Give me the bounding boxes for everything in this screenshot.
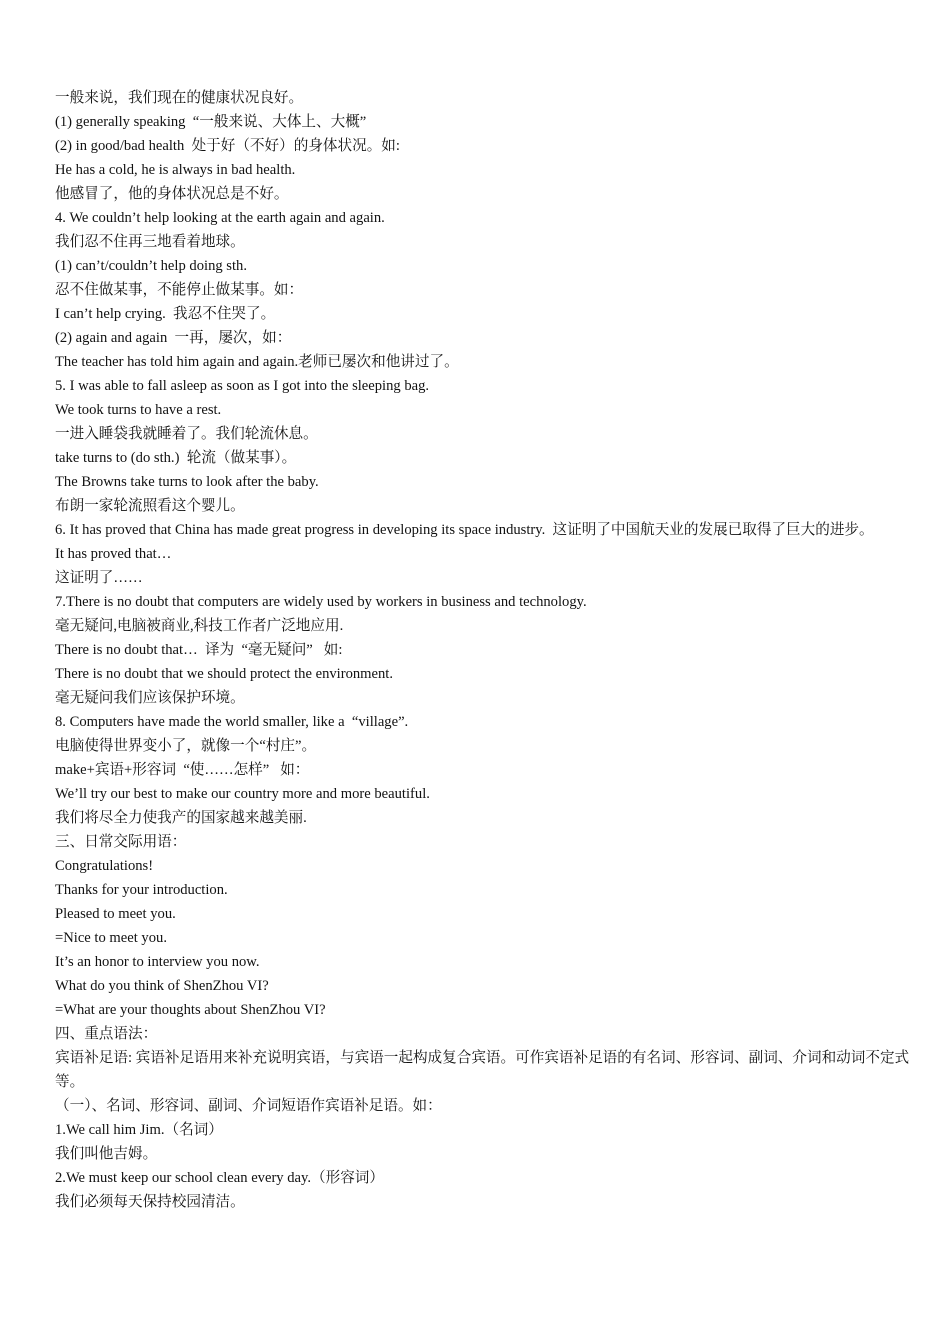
text-line: 我们将尽全力使我产的国家越来越美丽. — [55, 810, 307, 826]
text-line: （一）、名词、形容词、副词、介词短语作宾语补足语。如： — [55, 1098, 442, 1114]
text-line: 一般来说，我们现在的健康状况良好。 — [55, 90, 304, 106]
text-line: 4. We couldn’t help looking at the earth again and again. — [55, 210, 385, 226]
text-line: 6. It has proved that China has made great progress in developing its space industry. 这证明了中国航天业的发展已取得了巨大的进步。 — [55, 522, 874, 538]
text-line: (2) in good/bad health 处于好（不好）的身体状况。如: — [55, 138, 400, 154]
text-line: There is no doubt that… 译为 “毫无疑问” 如: — [55, 642, 343, 658]
text-line: The teacher has told him again and again.老师已屡次和他讲过了。 — [55, 354, 459, 370]
text-line: What do you think of ShenZhou VI? — [55, 978, 269, 994]
section-heading: 三、日常交际用语： — [55, 834, 187, 850]
text-line: It has proved that… — [55, 546, 172, 562]
section-heading: 四、重点语法： — [55, 1026, 158, 1042]
text-line: make+宾语+形容词 “使……怎样” 如： — [55, 762, 310, 778]
text-line: Pleased to meet you. — [55, 906, 176, 922]
text-line: 1.We call him Jim.（名词） — [55, 1122, 223, 1138]
text-line: 宾语补足语: 宾语补足语用来补充说明宾语，与宾语一起构成复合宾语。可作宾语补足语的有名词、形容词、副词、介词和动词不定式等。 — [55, 1050, 910, 1090]
text-line: 我们叫他吉姆。 — [55, 1146, 158, 1162]
text-line: There is no doubt that we should protect the environment. — [55, 666, 394, 682]
text-line: We took turns to have a rest. — [55, 402, 222, 418]
text-line: The Browns take turns to look after the baby. — [55, 474, 319, 490]
text-line: 我们忍不住再三地看着地球。 — [55, 234, 245, 250]
text-line: 这证明了…… — [55, 570, 143, 586]
text-line: take turns to (do sth.) 轮流（做某事）。 — [55, 450, 297, 466]
text-line: We’ll try our best to make our country more and more beautiful. — [55, 786, 430, 802]
text-line: (1) generally speaking “一般来说、大体上、大概” — [55, 114, 367, 130]
text-line: 一进入睡袋我就睡着了。我们轮流休息。 — [55, 426, 318, 442]
text-line: 2.We must keep our school clean every day.（形容词） — [55, 1170, 384, 1186]
text-line: 7.There is no doubt that computers are widely used by workers in business and technology. — [55, 594, 587, 610]
text-line: 毫无疑问我们应该保护环境。 — [55, 690, 245, 706]
text-line: (2) again and again 一再，屡次，如： — [55, 330, 292, 346]
document-body — [55, 86, 915, 1214]
text-line: Thanks for your introduction. — [55, 882, 228, 898]
text-line: =What are your thoughts about ShenZhou VI? — [55, 1002, 326, 1018]
text-line: 电脑使得世界变小了，就像一个“村庄”。 — [55, 738, 317, 754]
text-line: 他感冒了，他的身体状况总是不好。 — [55, 186, 289, 202]
text-line: 布朗一家轮流照看这个婴儿。 — [55, 498, 245, 514]
text-line: Congratulations! — [55, 858, 154, 874]
text-line: It’s an honor to interview you now. — [55, 954, 260, 970]
text-line: 忍不住做某事，不能停止做某事。如： — [55, 282, 304, 298]
text-line: 我们必须每天保持校园清洁。 — [55, 1194, 245, 1210]
text-line: 8. Computers have made the world smaller, like a “village”. — [55, 714, 409, 730]
text-line: 毫无疑问,电脑被商业,科技工作者广泛地应用. — [55, 618, 344, 634]
text-line: (1) can’t/couldn’t help doing sth. — [55, 258, 247, 274]
text-line: He has a cold, he is always in bad health. — [55, 162, 296, 178]
text-line: I can’t help crying. 我忍不住哭了。 — [55, 306, 276, 322]
text-line: =Nice to meet you. — [55, 930, 167, 946]
text-line: 5. I was able to fall asleep as soon as I got into the sleeping bag. — [55, 378, 430, 394]
